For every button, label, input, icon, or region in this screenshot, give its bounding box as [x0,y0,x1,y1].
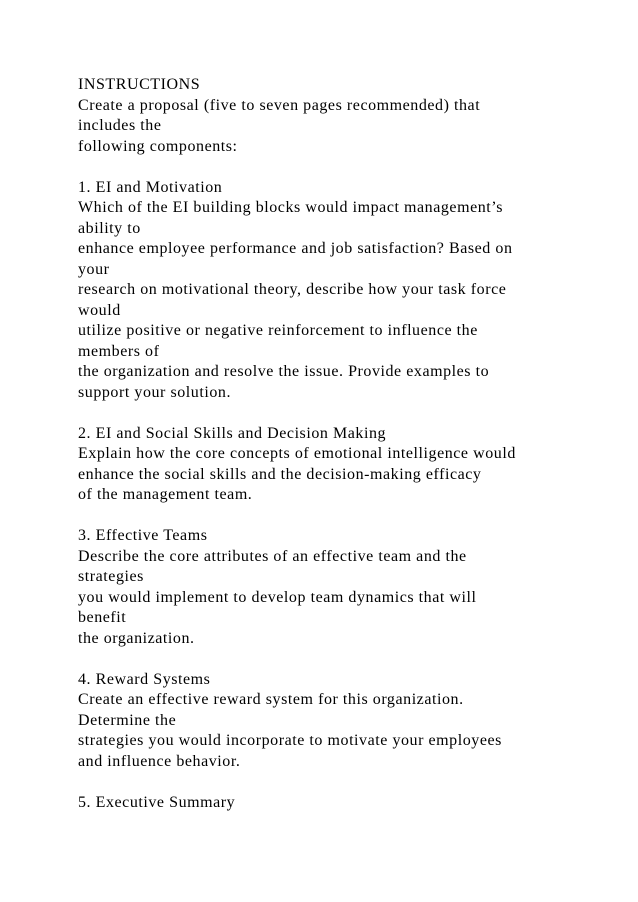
text-line: would [78,301,121,319]
text-line: Create a proposal (five to seven pages recommended) that [78,96,481,114]
section-heading-reward-systems: 4. Reward Systems [78,670,211,688]
section-heading-ei-motivation: 1. EI and Motivation [78,178,223,196]
text-line: benefit [78,609,127,626]
text-line: you would implement to develop team dynamics that will [78,588,477,606]
text-line: Determine the [78,711,177,729]
text-line: the organization. [78,629,195,647]
section-heading-effective-teams: 3. Effective Teams [78,527,208,544]
text-line: the organization and resolve the issue. Provide examples to [78,363,490,380]
text-line: following components: [78,137,238,155]
text-line: strategies you would incorporate to motivate your employees [78,732,502,749]
blank-line [78,403,598,424]
text-line: your [78,260,110,278]
blank-line [78,772,598,793]
text-line: Create an effective reward system for this organization. [78,691,464,708]
text-line: Describe the core attributes of an effective team and the [78,547,467,565]
blank-line [78,157,598,178]
text-line: support your solution. [78,383,231,401]
text-line: strategies [78,568,144,585]
text-line: enhance employee performance and job satisfaction? Based on [78,240,513,257]
text-line: includes the [78,117,162,134]
text-line: Which of the EI building blocks would impact management’s [78,199,504,216]
text-line: of the management team. [78,486,253,503]
text-line: research on motivational theory, describe how your task force [78,281,507,298]
blank-line [78,649,598,670]
text-line: members of [78,342,160,360]
text-line: enhance the social skills and the decision-making efficacy [78,465,482,483]
blank-line [78,506,598,527]
text-line: utilize positive or negative reinforcement to influence the [78,322,478,339]
heading-instructions: INSTRUCTIONS [78,76,201,93]
text-line: and influence behavior. [78,752,241,770]
text-line: Explain how the core concepts of emotional intelligence would [78,445,516,462]
text-line: ability to [78,219,141,237]
section-heading-social-skills: 2. EI and Social Skills and Decision Making [78,424,387,442]
section-heading-executive-summary: 5. Executive Summary [78,793,236,811]
document-body [78,75,598,813]
